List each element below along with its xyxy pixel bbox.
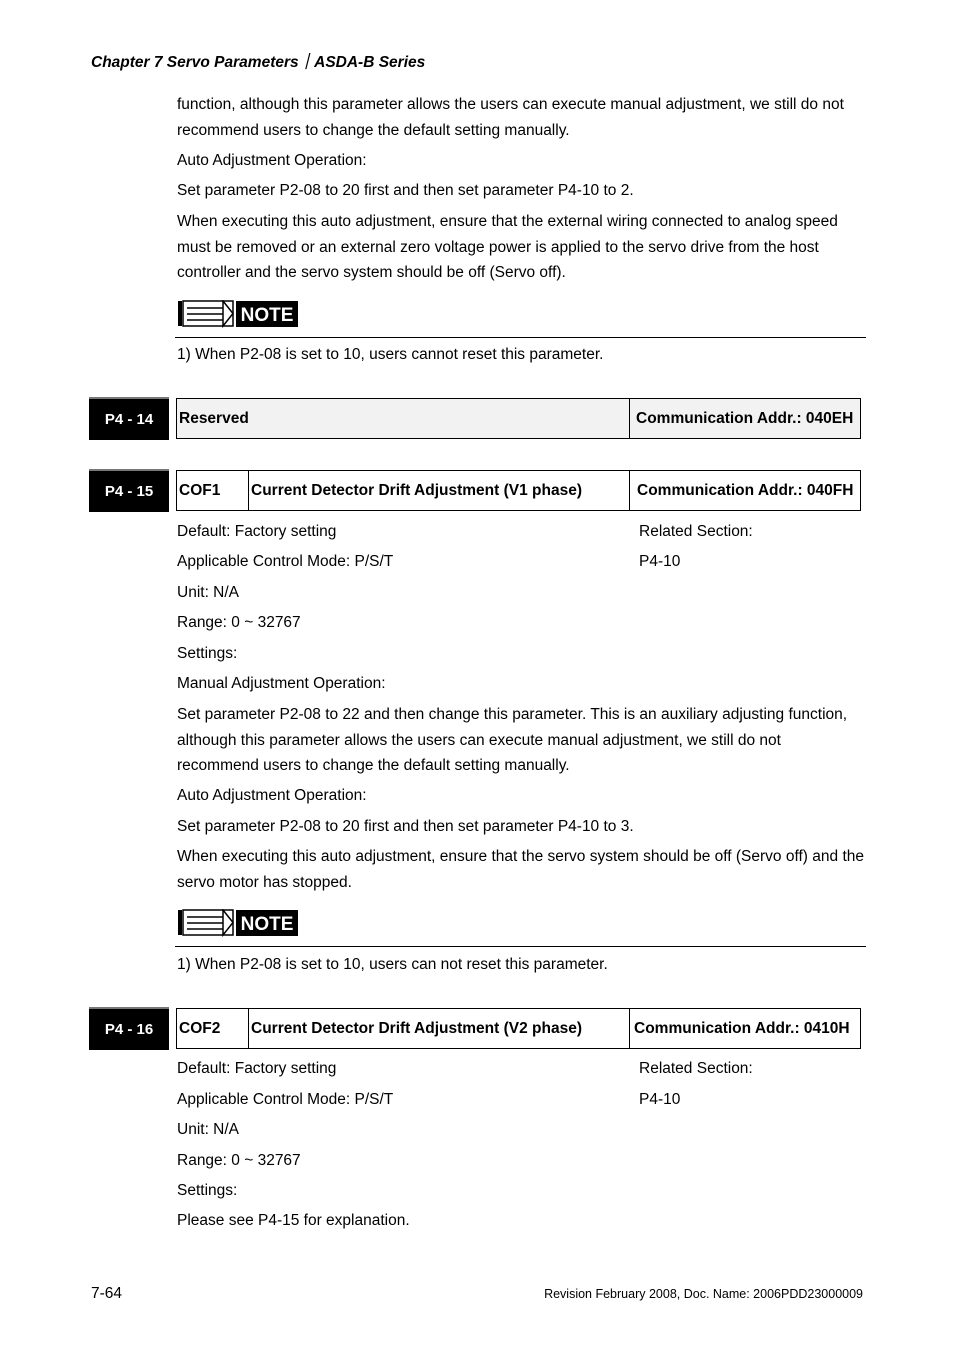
auto-heading-p4-15: Auto Adjustment Operation:	[177, 787, 367, 804]
default-p4-15: Default: Factory setting	[177, 523, 337, 540]
manual-text-p4-15: Set parameter P2-08 to 22 and then change this parameter. This is an auxiliary adjusting function, although this parameter allows the users can execute manual adjustment, we still do not recommend users to change the default setting manually.	[177, 706, 848, 774]
manual-heading-p4-15: Manual Adjustment Operation:	[177, 675, 386, 692]
settings-p4-16: Settings:	[177, 1182, 238, 1199]
note-hand-icon	[178, 909, 298, 937]
param-code-p4-15: COF1	[176, 470, 249, 511]
default-p4-16: Default: Factory setting	[177, 1060, 337, 1077]
revision-info: Revision February 2008, Doc. Name: 2006PDD23000009	[544, 1287, 863, 1301]
note-badge	[178, 300, 298, 328]
note-divider	[175, 337, 866, 338]
continuation-paragraph: function, although this parameter allows the users can execute manual adjustment, we still do not recommend users to change the default setting manually.	[177, 96, 844, 139]
param-tag-p4-15: P4 - 15	[89, 469, 169, 512]
param-name-p4-15: Current Detector Drift Adjustment (V1 phase)	[248, 470, 630, 511]
range-p4-15: Range: 0 ~ 32767	[177, 614, 301, 631]
auto-adjustment-heading: Auto Adjustment Operation:	[177, 152, 367, 169]
page-header: Chapter 7 Servo Parameters｜ASDA-B Series	[91, 54, 426, 71]
note-badge	[178, 909, 298, 937]
note-item: 1) When P2-08 is set to 10, users cannot reset this parameter.	[177, 346, 604, 363]
note-divider	[175, 946, 866, 947]
param-tag-p4-16: P4 - 16	[89, 1007, 169, 1050]
auto-adjustment-step: Set parameter P2-08 to 20 first and then set parameter P4-10 to 2.	[177, 182, 634, 199]
param-code-p4-16: COF2	[176, 1008, 249, 1049]
note-hand-icon	[178, 300, 298, 328]
control-mode-p4-15: Applicable Control Mode: P/S/T	[177, 553, 394, 570]
page-number: 7-64	[91, 1285, 123, 1302]
control-mode-p4-16: Applicable Control Mode: P/S/T	[177, 1091, 394, 1108]
comm-addr-p4-15: Communication Addr.: 040FH	[629, 470, 861, 511]
unit-p4-16: Unit: N/A	[177, 1121, 240, 1138]
range-p4-16: Range: 0 ~ 32767	[177, 1152, 301, 1169]
svg-text:NOTE: NOTE	[240, 305, 294, 326]
auto-text-p4-15: When executing this auto adjustment, ensure that the servo system should be off (Servo off) and the servo motor has stopped.	[177, 848, 864, 891]
svg-text:NOTE: NOTE	[240, 914, 294, 935]
related-value-p4-16: P4-10	[639, 1091, 681, 1108]
param-tag-p4-14: P4 - 14	[89, 397, 169, 440]
explanation-p4-16: Please see P4-15 for explanation.	[177, 1212, 410, 1229]
auto-step-p4-15: Set parameter P2-08 to 20 first and then set parameter P4-10 to 3.	[177, 818, 634, 835]
note-item-p4-15: 1) When P2-08 is set to 10, users can not reset this parameter.	[177, 956, 608, 973]
param-name-p4-16: Current Detector Drift Adjustment (V2 phase)	[248, 1008, 630, 1049]
settings-p4-15: Settings:	[177, 645, 238, 662]
related-label-p4-16: Related Section:	[639, 1060, 753, 1077]
related-label-p4-15: Related Section:	[639, 523, 753, 540]
comm-addr-p4-14: Communication Addr.: 040EH	[629, 398, 861, 439]
auto-adjustment-paragraph: When executing this auto adjustment, ensure that the external wiring connected to analog speed must be removed or an external zero voltage power is applied to the servo drive from the host controller and the servo system should be off (Servo off).	[177, 213, 838, 281]
related-value-p4-15: P4-10	[639, 553, 681, 570]
unit-p4-15: Unit: N/A	[177, 584, 240, 601]
comm-addr-p4-16: Communication Addr.: 0410H	[629, 1008, 861, 1049]
param-name-p4-14: Reserved	[176, 398, 630, 439]
